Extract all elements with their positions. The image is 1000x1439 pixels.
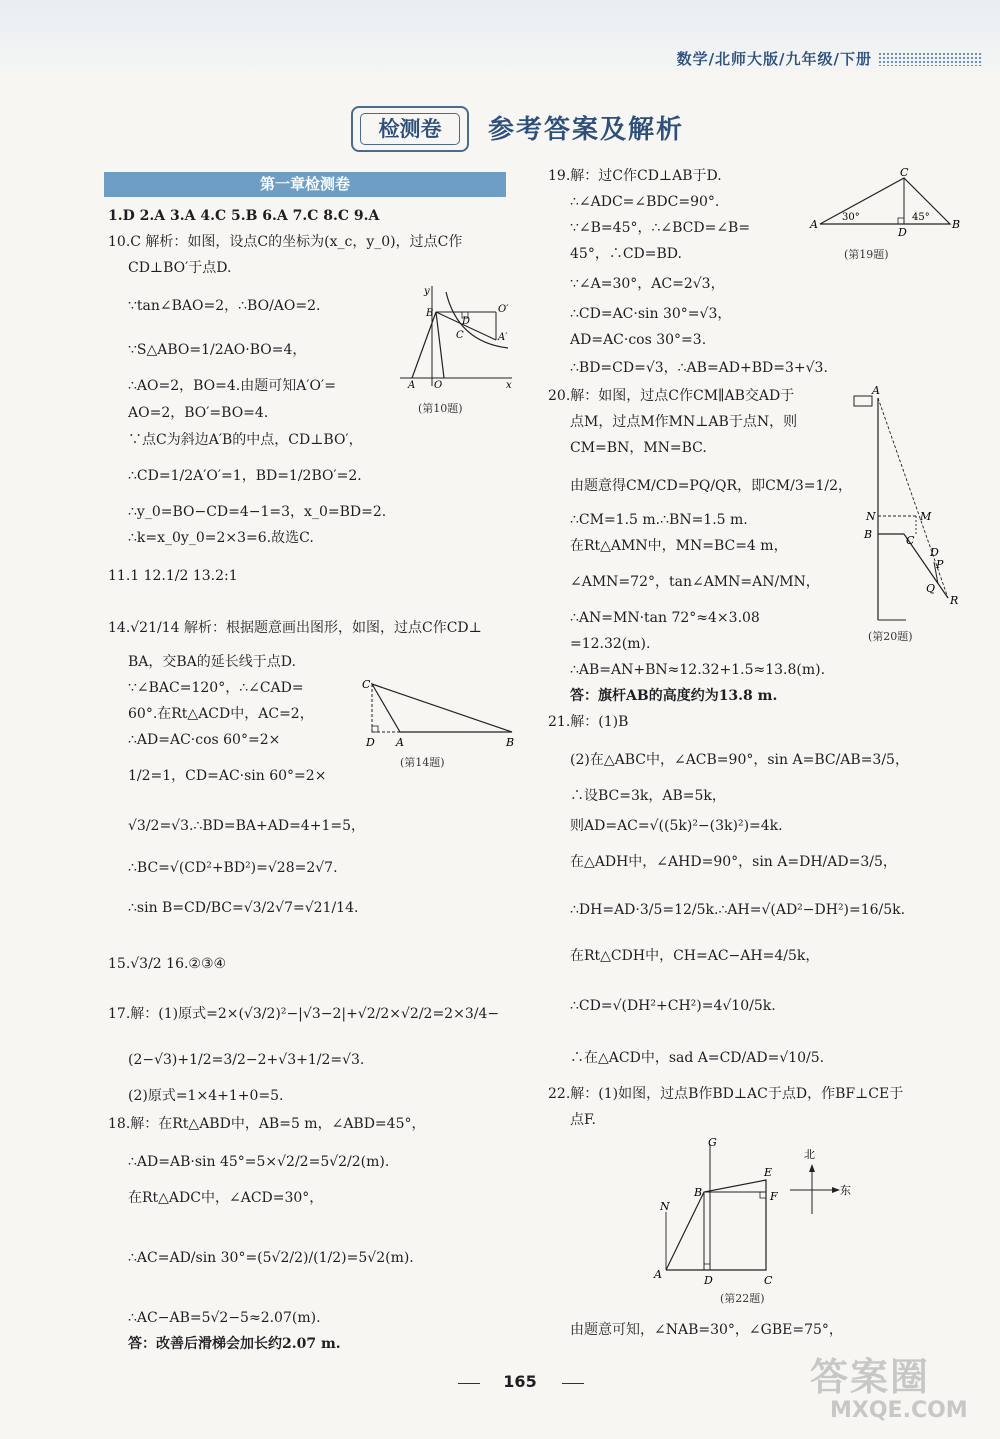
answer-line: 点M，过点M作MN⊥AB于点N，则 [570, 414, 798, 430]
answer-line: ∴∠ADC=∠BDC=90°. [570, 194, 720, 210]
answer-line: 在Rt△CDH中，CH=AC−AH=4/5k， [570, 948, 820, 964]
answer-line: 11.1 12.1/2 13.2:1 [108, 568, 238, 584]
answer-line: ∴AC−AB=5√2−5≈2.07(m). [128, 1310, 321, 1326]
fig20-label-d: D [930, 546, 939, 559]
fig14-label-c: C [362, 678, 371, 691]
fig10-label-a: A [408, 380, 416, 390]
answer-line: ∴CM=1.5 m.∴BN=1.5 m. [570, 512, 748, 528]
fig14-label-d: D [366, 736, 375, 748]
answer-line: ∴CD=1/2A′O′=1，BD=1/2BO′=2. [128, 468, 362, 484]
answer-line: ∴CD=√(DH²+CH²)=4√10/5k. [570, 998, 776, 1014]
fig10-label-o: O [434, 380, 443, 390]
fig10-label-a-prime: A′ [498, 332, 508, 343]
answer-line: 21.解：(1)B [548, 714, 629, 730]
answer-line: 由题意得CM/CD=PQ/QR，即CM/3=1/2， [570, 478, 852, 494]
fig22-label-f: F [770, 1190, 778, 1203]
answer-line: ∴AC=AD/sin 30°=(5√2/2)/(1/2)=5√2(m). [128, 1250, 414, 1266]
fig19-label-a: A [810, 218, 818, 231]
watermark-url: MXQE.COM [830, 1398, 968, 1423]
fig20-label-c: C [906, 534, 915, 547]
answer-line: ∵点C为斜边A′B的中点，CD⊥BO′， [128, 432, 363, 448]
answer-line: 22.解：(1)如图，过点B作BD⊥AC于点D，作BF⊥CE于 [548, 1086, 904, 1102]
subject-breadcrumb: 数学/北师大版/九年级/下册 [676, 50, 872, 68]
page-title: 参考答案及解析 [488, 115, 685, 145]
answer-line: ∵∠B=45°，∴∠BCD=∠B= [570, 220, 751, 236]
answer-line: ∴DH=AD·3/5=12/5k.∴AH=√(AD²−DH²)=16/5k. [570, 902, 906, 918]
answer-line: 19.解：过C作CD⊥AB于D. [548, 168, 722, 184]
answer-line: 20.解：如图，过点C作CM∥AB交AD于 [548, 388, 795, 404]
answer-line: ∴AB=AN+BN≈12.32+1.5≈13.8(m). [570, 662, 826, 678]
answer-line: 45°，∴CD=BD. [570, 246, 682, 262]
answer-line: √3/2=√3.∴BD=BA+AD=4+1=5， [128, 818, 365, 834]
fig22-label-c: C [764, 1274, 773, 1286]
fig20-label-p: P [936, 558, 944, 571]
answer-line: ∴AD=AC·cos 60°=2× [128, 732, 281, 748]
answer-line: (2)原式=1×4+1+0=5. [128, 1088, 284, 1104]
page-number-dash-left [458, 1383, 480, 1384]
figure-19 [808, 166, 964, 238]
answer-line: 在△ADH中，∠AHD=90°，sin A=DH/AD=3/5， [570, 854, 897, 870]
answer-line: 10.C 解析：如图，设点C的坐标为(x_c，y_0)，过点C作 [108, 234, 463, 250]
fig19-label-b: B [952, 218, 961, 231]
fig22-label-n: N [660, 1200, 670, 1213]
answer-line: 由题意可知，∠NAB=30°，∠GBE=75°， [570, 1322, 843, 1338]
answer-line: AD=AC·cos 30°=3. [570, 332, 707, 348]
fig22-label-e: E [764, 1166, 773, 1179]
answer-line: ∴AD=AB·sin 45°=5×√2/2=5√2/2(m). [128, 1154, 390, 1170]
answer-line: ∵S△ABO=1/2AO·BO=4， [128, 342, 307, 358]
answer-line: 点F. [570, 1112, 596, 1128]
caption-fig10: (第10题) [418, 402, 463, 415]
answer-line: 则AD=AC=√((5k)²−(3k)²)=4k. [570, 818, 783, 834]
figure-14 [362, 676, 518, 748]
figure-10 [398, 282, 516, 390]
chapter-heading: 第一章检测卷 [104, 172, 506, 197]
fig20-label-q: Q [926, 582, 936, 595]
answer-line: ∴BD=CD=√3，∴AB=AD+BD=3+√3. [570, 360, 828, 376]
title-badge-label: 检测卷 [360, 113, 460, 145]
fig14-label-b: B [506, 736, 515, 748]
fig20-label-r: R [950, 594, 959, 607]
fig22-label-d: D [704, 1274, 713, 1286]
answer-line: 60°.在Rt△ACD中，AC=2， [128, 706, 314, 722]
fig20-label-b: B [864, 528, 873, 541]
fig10-label-o-prime: O′ [498, 304, 509, 315]
fig10-label-c: C [456, 330, 464, 341]
fig20-label-a: A [872, 384, 880, 397]
answer-line: ∴AO=2，BO=4.由题可知A′O′= [128, 378, 336, 394]
answer-line: =12.32(m). [570, 636, 651, 652]
title-badge [351, 106, 469, 152]
fig22-label-g: G [708, 1136, 717, 1149]
answer-line: 17.解：(1)原式=2×(√3/2)²−|√3−2|+√2/2×√2/2=2×3/4− [108, 1006, 500, 1022]
caption-fig20: (第20题) [868, 630, 913, 643]
figure-22 [652, 1136, 862, 1286]
answer-line: 14.√21/14 解析：根据题意画出图形，如图，过点C作CD⊥ [108, 620, 482, 636]
answer-line: BA，交BA的延长线于点D. [128, 654, 296, 670]
fig22-label-b: B [694, 1186, 703, 1199]
answer-line: ∠AMN=72°，tan∠AMN=AN/MN， [570, 574, 820, 590]
answer-line: (2)在△ABC中，∠ACB=90°，sin A=BC/AB=3/5， [570, 752, 909, 768]
answer-line: ∴设BC=3k，AB=5k， [570, 788, 726, 804]
fig19-angle-45: 45° [912, 212, 930, 223]
caption-fig14: (第14题) [400, 756, 445, 769]
figure-20 [852, 384, 964, 624]
fig10-label-x: x [506, 380, 512, 390]
fig10-label-b: B [426, 308, 434, 319]
answer-line: 1/2=1，CD=AC·sin 60°=2× [128, 768, 327, 784]
fig14-label-a: A [396, 736, 404, 748]
page-number: 165 [503, 1372, 537, 1391]
answer-line: ∴y_0=BO−CD=4−1=3，x_0=BD=2. [128, 504, 387, 520]
answer-line: CM=BN，MN=BC. [570, 440, 707, 456]
answer-line: ∴sin B=CD/BC=√3/2√7=√21/14. [128, 900, 359, 916]
caption-fig22: (第22题) [720, 1292, 765, 1305]
fig22-label-a: A [654, 1268, 662, 1281]
answer-line: ∵∠BAC=120°，∴∠CAD= [128, 680, 304, 696]
answer-line: 在Rt△ADC中，∠ACD=30°， [128, 1190, 324, 1206]
answer-line: 1.D 2.A 3.A 4.C 5.B 6.A 7.C 8.C 9.A [108, 208, 380, 224]
answer-line: (2−√3)+1/2=3/2−2+√3+1/2=√3. [128, 1052, 365, 1068]
answer-line: ∴CD=AC·sin 30°=√3， [570, 306, 732, 322]
answer-line: ∴在△ACD中，sad A=CD/AD=√10/5. [570, 1050, 825, 1066]
fig10-label-y: y [424, 286, 430, 297]
answer-line: AO=2，BO′=BO=4. [128, 405, 269, 421]
answer-line: ∵tan∠BAO=2，∴BO/AO=2. [128, 298, 321, 314]
fig19-label-c: C [900, 166, 909, 179]
answer-line: 在Rt△AMN中，MN=BC=4 m， [570, 538, 788, 554]
fig19-angle-30: 30° [842, 212, 860, 223]
fig20-label-m: M [920, 510, 932, 523]
fig22-north-label: 北 [804, 1148, 815, 1161]
fig22-east-label: 东 [840, 1184, 851, 1197]
answer-line: CD⊥BO′于点D. [128, 260, 232, 276]
answer-line: ∵∠A=30°，AC=2√3， [570, 276, 725, 292]
answer-line: ∴BC=√(CD²+BD²)=√28=2√7. [128, 860, 338, 876]
watermark-logo: 答案圈 [810, 1355, 931, 1399]
answer-line: 18.解：在Rt△ABD中，AB=5 m，∠ABD=45°， [108, 1116, 426, 1132]
answer-line: 答：旗杆AB的高度约为13.8 m. [570, 688, 778, 704]
header-dot-pattern [878, 52, 982, 66]
page-number-dash-right [562, 1383, 584, 1384]
fig10-label-d: D [462, 316, 471, 327]
caption-fig19: (第19题) [844, 248, 889, 261]
fig19-label-d: D [898, 226, 907, 238]
answer-line: ∴k=x_0y_0=2×3=6.故选C. [128, 530, 314, 546]
answer-line: 15.√3/2 16.②③④ [108, 956, 227, 972]
answer-line: 答：改善后滑梯会加长约2.07 m. [128, 1336, 341, 1352]
answer-line: ∴AN=MN·tan 72°≈4×3.08 [570, 610, 760, 626]
fig20-label-n: N [866, 510, 876, 523]
